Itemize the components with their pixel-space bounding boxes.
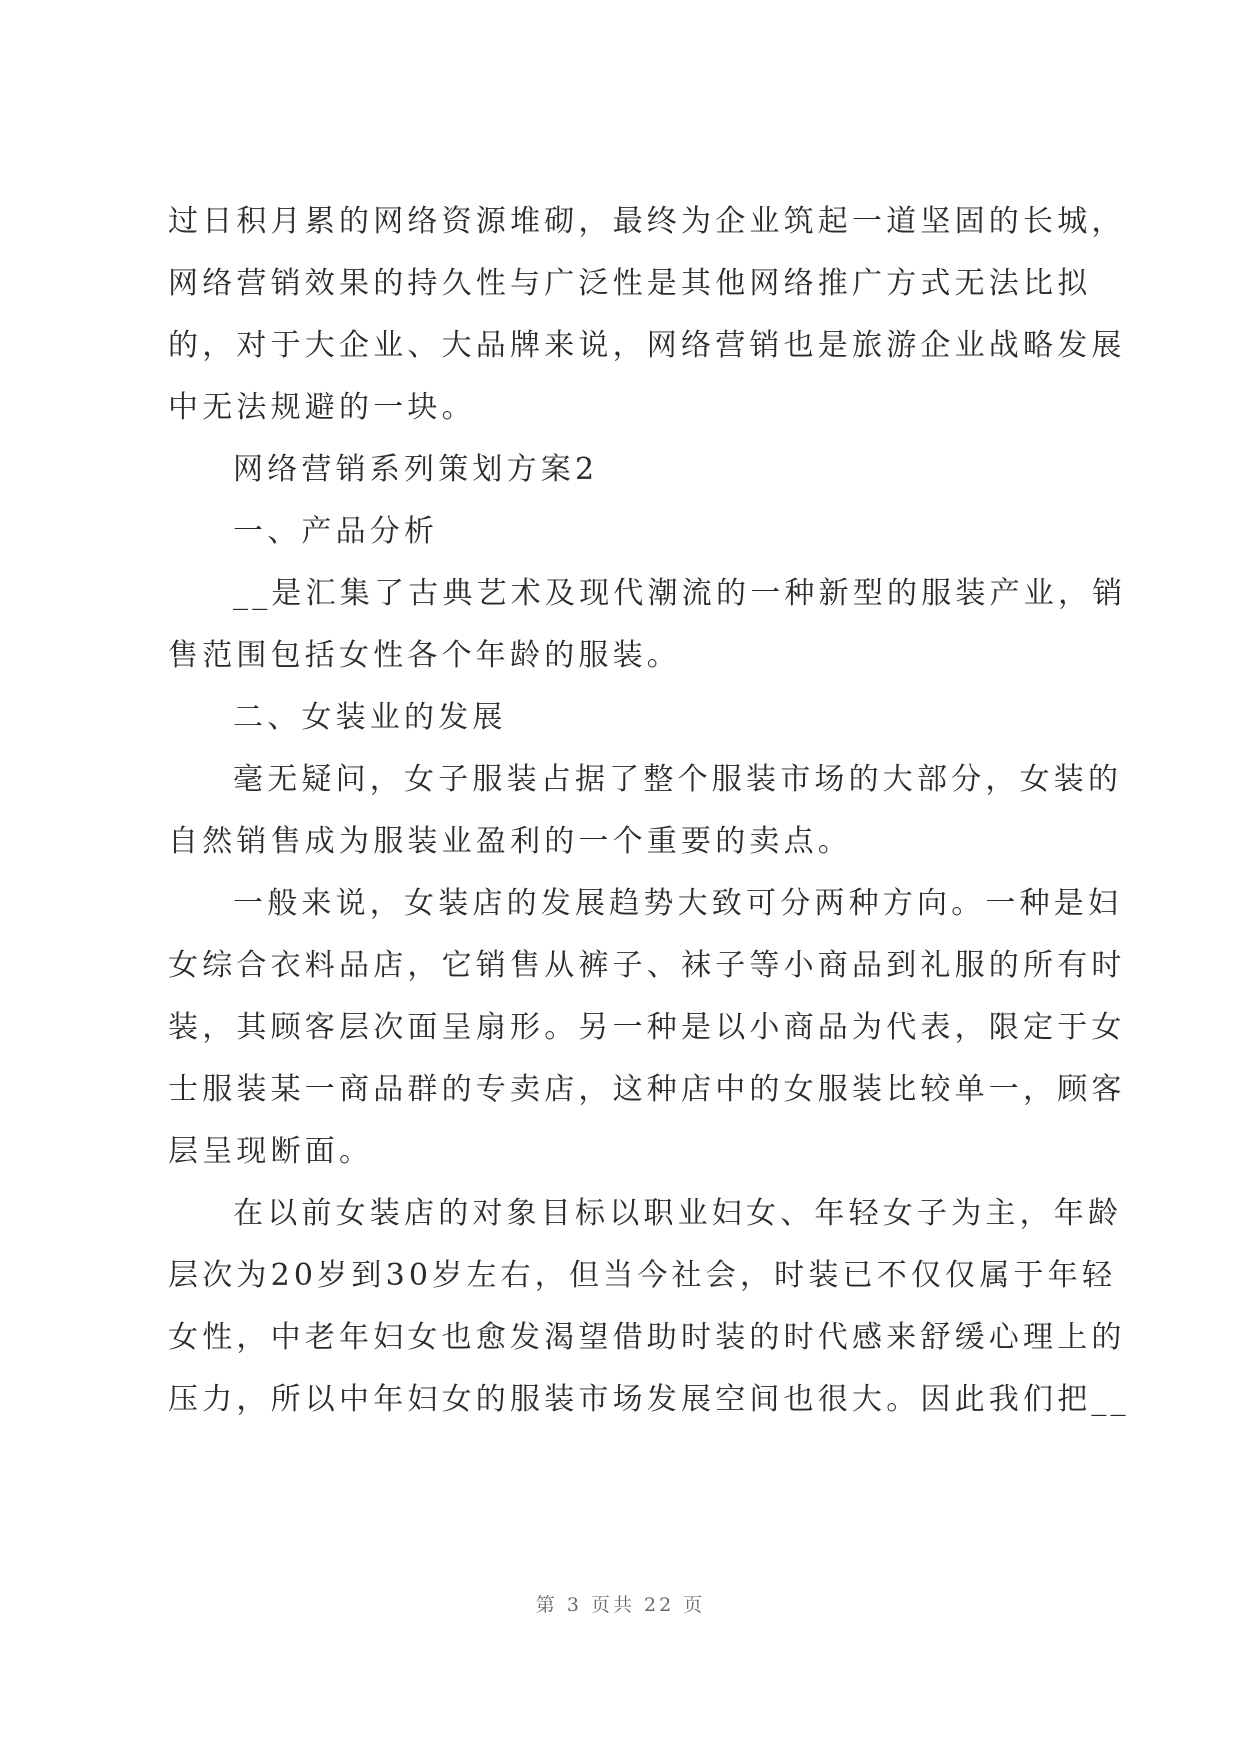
body-text-line: 女性，中老年妇女也愈发渴望借助时装的时代感来舒缓心理上的 <box>168 1320 1126 1355</box>
section-heading: 二、女装业的发展 <box>233 700 507 735</box>
page-footer: 第 3 页共 22 页 <box>535 1594 706 1616</box>
body-text-line: 的，对于大企业、大品牌来说，网络营销也是旅游企业战略发展 <box>168 328 1126 363</box>
body-text-line: 层呈现断面。 <box>168 1134 374 1169</box>
body-text-line: 一般来说，女装店的发展趋势大致可分两种方向。一种是妇 <box>233 886 1123 921</box>
section-title: 网络营销系列策划方案2 <box>233 452 599 487</box>
body-text-line: __是汇集了古典艺术及现代潮流的一种新型的服装产业，销 <box>233 576 1127 611</box>
body-text-line: 装，其顾客层次面呈扇形。另一种是以小商品为代表，限定于女 <box>168 1010 1126 1045</box>
body-text-line: 售范围包括女性各个年龄的服装。 <box>168 638 681 673</box>
body-text-line: 毫无疑问，女子服装占据了整个服装市场的大部分，女装的 <box>233 762 1123 797</box>
body-text-line: 过日积月累的网络资源堆砌，最终为企业筑起一道坚固的长城， <box>168 204 1126 239</box>
body-text-line: 层次为20岁到30岁左右，但当今社会，时装已不仅仅属于年轻 <box>168 1258 1117 1293</box>
body-text-line: 网络营销效果的持久性与广泛性是其他网络推广方式无法比拟 <box>168 266 1092 301</box>
body-text-line: 自然销售成为服装业盈利的一个重要的卖点。 <box>168 824 852 859</box>
body-text-line: 女综合衣料品店，它销售从裤子、袜子等小商品到礼服的所有时 <box>168 948 1126 983</box>
body-text-line: 在以前女装店的对象目标以职业妇女、年轻女子为主，年龄 <box>233 1196 1123 1231</box>
section-heading: 一、产品分析 <box>233 514 439 549</box>
body-text-line: 士服装某一商品群的专卖店，这种店中的女服装比较单一，顾客 <box>168 1072 1126 1107</box>
body-text-line: 压力，所以中年妇女的服装市场发展空间也很大。因此我们把__ <box>168 1382 1130 1417</box>
body-text-line: 中无法规避的一块。 <box>168 390 476 425</box>
